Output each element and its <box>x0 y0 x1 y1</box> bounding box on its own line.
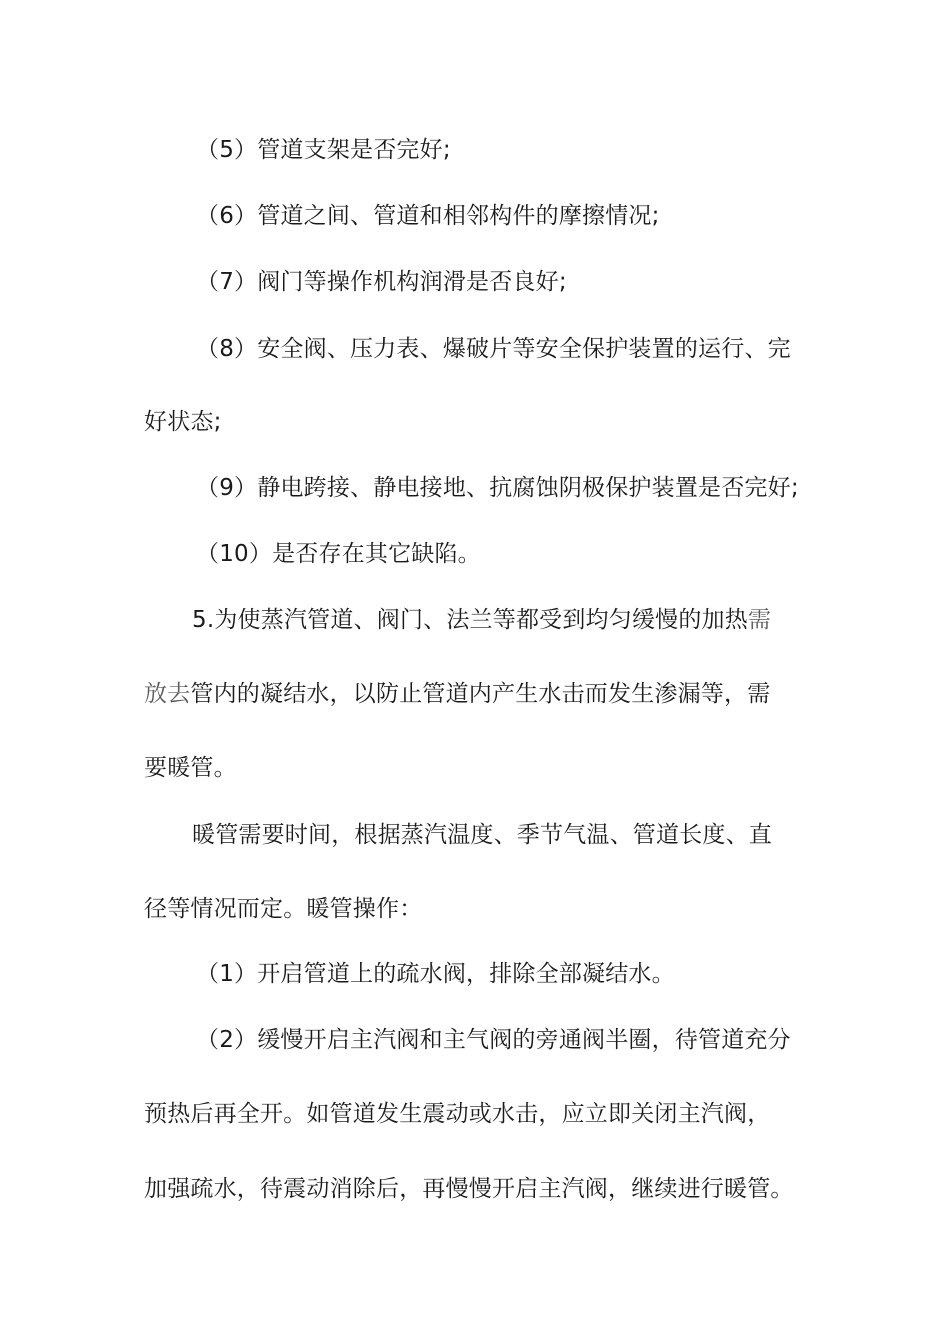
section-5-paragraph-line-2 <box>144 679 770 709</box>
list-item-8-line-2: 好状态; <box>144 409 222 435</box>
list-item-9: （9）静电跨接、静电接地、抗腐蚀阴极保护装置是否完好; <box>196 475 799 501</box>
step-2-line-1: （2）缓慢开启主汽阀和主气阀的旁通阀半圈，待管道充分 <box>196 1027 791 1053</box>
step-2-line-3: 加强疏水，待震动消除后，再慢慢开启主汽阀，继续进行暖管。 <box>144 1176 794 1202</box>
section-5-serif-fragment: 需 <box>747 607 772 633</box>
section-5-paragraph-line-3: 要暖管。 <box>144 755 237 781</box>
section-5-serif-fragment-2: 放去 <box>144 681 191 707</box>
step-2-line-2: 预热后再全开。如管道发生震动或水击，应立即关闭主汽阀， <box>144 1101 771 1127</box>
list-item-5: （5）管道支架是否完好; <box>196 137 451 163</box>
section-5-text: 5.为使蒸汽管道、阀门、法兰等都受到均匀缓慢的加热 <box>192 607 748 633</box>
list-item-10: （10）是否存在其它缺陷。 <box>196 541 481 567</box>
list-item-6: （6）管道之间、管道和相邻构件的摩擦情况; <box>196 203 660 229</box>
warm-pipe-paragraph-line-2: 径等情况而定。暖管操作： <box>144 896 423 922</box>
section-5-paragraph-line-1 <box>192 605 771 635</box>
warm-pipe-paragraph-line-1: 暖管需要时间，根据蒸汽温度、季节气温、管道长度、直 <box>192 822 772 848</box>
list-item-8-line-1: （8）安全阀、压力表、爆破片等安全保护装置的运行、完 <box>196 336 791 362</box>
step-1: （1）开启管道上的疏水阀，排除全部凝结水。 <box>196 961 675 987</box>
list-item-7: （7）阀门等操作机构润滑是否良好; <box>196 269 567 295</box>
section-5-text-2: 管内的凝结水，以防止管道内产生水击而发生渗漏等，需 <box>190 681 771 707</box>
